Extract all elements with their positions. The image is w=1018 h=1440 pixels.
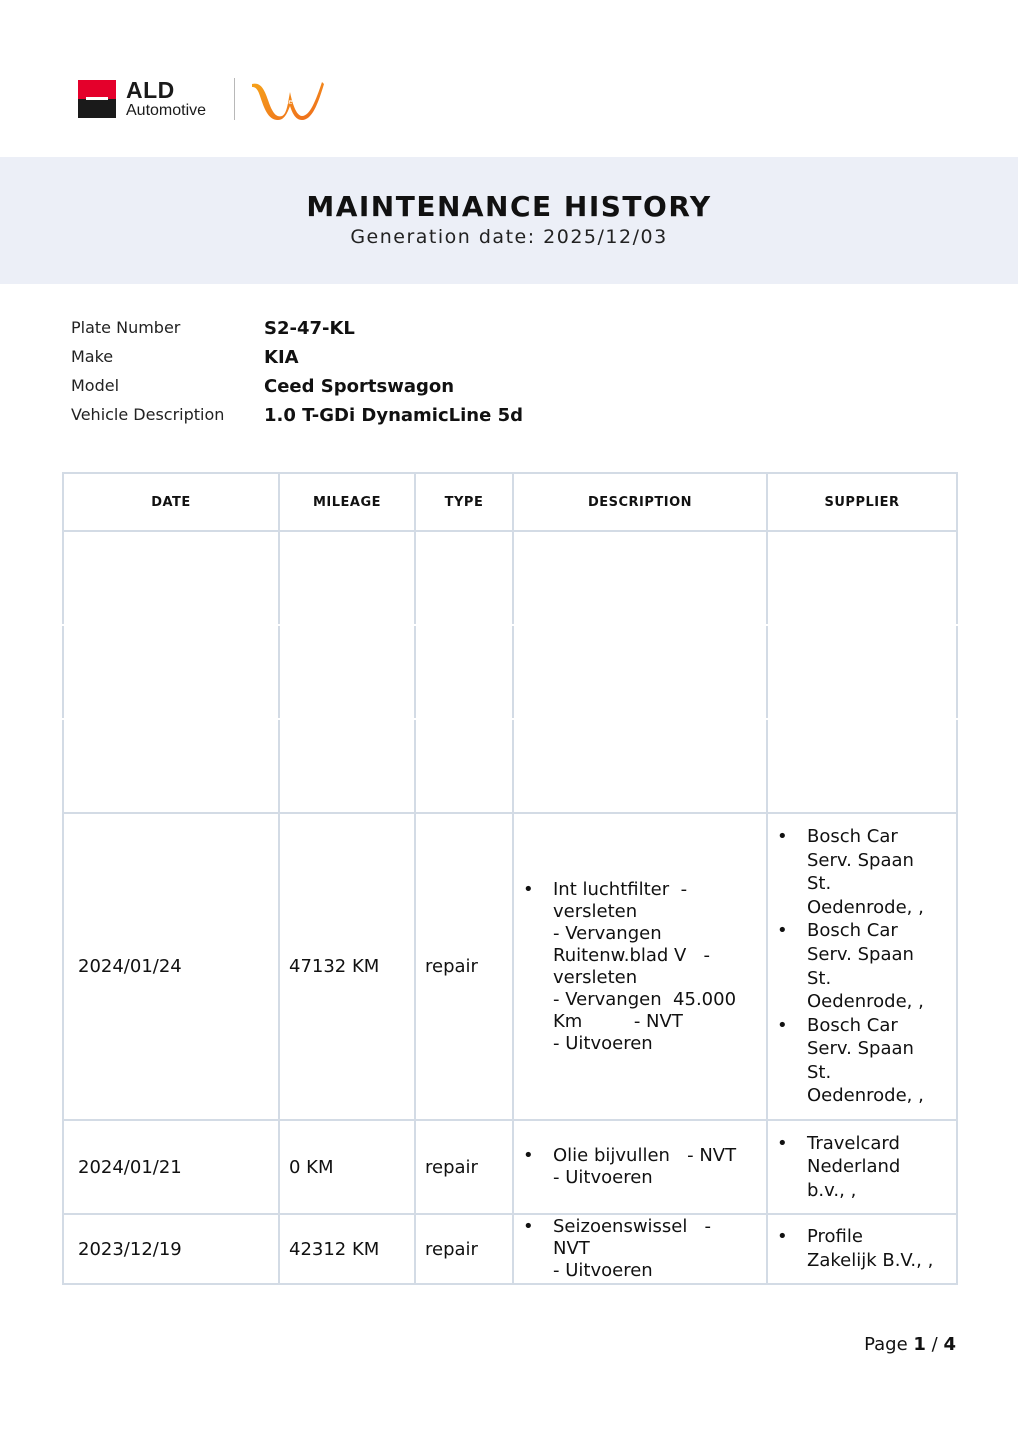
cell-date: 2024/01/24 (63, 813, 279, 1120)
cell-description (513, 813, 767, 1120)
ald-logo-subtitle: Automotive (126, 102, 207, 119)
supplier-item: • Profile Zakelijk B.V., , (807, 1225, 947, 1272)
supplier-item: • Bosch Car Serv. Spaan St. Oedenrode, , (807, 1014, 947, 1108)
plate-number-value: S2-47-KL (264, 318, 355, 339)
table-row-empty (63, 625, 957, 719)
table-row (63, 813, 957, 1120)
logo-divider (234, 78, 235, 120)
page-current: 1 (913, 1334, 926, 1355)
cell-date: 2023/12/19 (63, 1214, 279, 1284)
table-row-empty (63, 719, 957, 813)
description-item: • Int luchtfilter - versleten - Vervangen Ruitenw.blad V - versleten - Vervangen 45.000 Km - NVT - Uitvoeren (553, 879, 757, 1055)
cell-mileage: 42312 KM (279, 1214, 415, 1284)
column-header-date: DATE (63, 473, 279, 531)
header-banner (0, 157, 1018, 284)
generation-date: Generation date: 2025/12/03 (350, 226, 668, 248)
leaseplan-logo-text: LeasePlan (273, 99, 307, 106)
page-separator: / (931, 1334, 938, 1355)
vehicle-description-label: Vehicle Description (71, 405, 225, 424)
cell-type: repair (415, 1214, 513, 1284)
table-row-empty (63, 531, 957, 625)
cell-description (513, 1120, 767, 1214)
cell-supplier (767, 813, 957, 1120)
model-value: Ceed Sportswagon (264, 376, 455, 397)
page-number (864, 1334, 956, 1355)
cell-mileage: 47132 KM (279, 813, 415, 1120)
column-header-mileage: MILEAGE (279, 473, 415, 531)
description-item: • Olie bijvullen - NVT - Uitvoeren (553, 1145, 757, 1189)
model-label: Model (71, 376, 120, 395)
supplier-item: • Bosch Car Serv. Spaan St. Oedenrode, , (807, 919, 947, 1013)
column-header-description: DESCRIPTION (513, 473, 767, 531)
page-title: MAINTENANCE HISTORY (306, 190, 712, 223)
supplier-item: • Bosch Car Serv. Spaan St. Oedenrode, , (807, 825, 947, 919)
make-label: Make (71, 347, 114, 366)
vehicle-description-value: 1.0 T-GDi DynamicLine 5d (264, 405, 523, 426)
page-label: Page (864, 1334, 908, 1355)
maintenance-table (62, 472, 958, 1285)
cell-description (513, 1214, 767, 1284)
cell-type: repair (415, 813, 513, 1120)
page-total: 4 (943, 1334, 956, 1355)
description-item: • Seizoenswissel - NVT - Uitvoeren (553, 1216, 757, 1282)
table-row (63, 1214, 957, 1284)
leaseplan-logo (250, 78, 326, 122)
ald-logo-mark (78, 80, 116, 118)
table-header-row (63, 473, 957, 531)
cell-type: repair (415, 1120, 513, 1214)
ald-logo-name: ALD (126, 77, 175, 103)
cell-mileage: 0 KM (279, 1120, 415, 1214)
cell-supplier (767, 1214, 957, 1284)
cell-supplier (767, 1120, 957, 1214)
plate-number-label: Plate Number (71, 318, 181, 337)
table-row (63, 1120, 957, 1214)
column-header-supplier: SUPPLIER (767, 473, 957, 531)
make-value: KIA (264, 347, 299, 368)
column-header-type: TYPE (415, 473, 513, 531)
cell-date: 2024/01/21 (63, 1120, 279, 1214)
supplier-item: • Travelcard Nederland b.v., , (807, 1132, 947, 1203)
